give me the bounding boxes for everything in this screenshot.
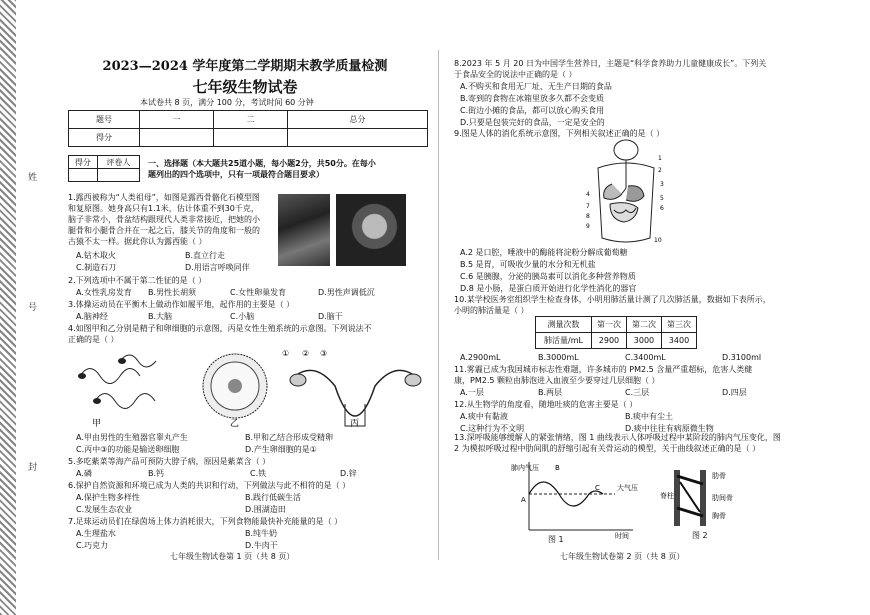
q13-fig2-caption: 图 2: [692, 531, 708, 540]
q2-option-a[interactable]: A.女性乳房发育: [76, 288, 132, 297]
q6-stem: 6.保护自然资源和环境已成为人类的共识和行动，下列做法与此不相符的是（ ）: [68, 481, 351, 490]
q9-label: 6: [660, 205, 664, 212]
score-table-cell: 二: [214, 111, 288, 129]
q4-option-c[interactable]: C.丙中③的功能是输送卵细胞: [76, 445, 180, 454]
q10-option-a[interactable]: A.2900mL: [460, 353, 501, 362]
q1-line: 古猿不太一样。据此你认为露西能（ ）: [68, 237, 207, 246]
q10-line: 小明的肺活量是（ ）: [454, 306, 529, 315]
grader-box-cell[interactable]: [97, 169, 139, 182]
q8-option-d[interactable]: D.只要是包装完好的食品，一定是安全的: [460, 118, 605, 127]
q10-option-d[interactable]: D.3100ml: [722, 353, 762, 362]
q13-fig1-xlabel: 时间: [615, 532, 629, 540]
fig-label-2: ②: [302, 349, 310, 358]
q2-option-c[interactable]: C.女性卵巢发育: [230, 288, 287, 297]
q5-option-c[interactable]: C.铁: [250, 469, 267, 478]
q9-label: 10: [654, 237, 662, 244]
q9-stem: 9.图是人体的消化系统示意图，下列相关叙述正确的是（ ）: [454, 129, 665, 138]
score-table-cell: 题号: [69, 111, 140, 129]
q11-option-b[interactable]: B.两层: [538, 388, 563, 397]
lucy-skeleton-photo: [278, 194, 330, 266]
q1-option-d[interactable]: D.用语言呼唤同伴: [185, 263, 250, 272]
q3-option-b[interactable]: B.大脑: [148, 312, 173, 321]
q9-label: 2: [658, 167, 662, 174]
q9-option-a[interactable]: A.2 是口腔，唾液中的酶能将淀粉分解成葡萄糖: [460, 248, 628, 257]
q11-line: 康，PM2.5 颗粒由肺泡进入血液至少要穿过几层细胞（ ）: [454, 376, 660, 385]
q10-line: 10.某学校医务室组织学生检查身体，小明用肺活量计测了几次肺活量，数据如下表所示，: [454, 295, 771, 304]
q9-label: 1: [658, 155, 662, 162]
page-divider: [438, 50, 439, 560]
score-table-cell[interactable]: [288, 129, 428, 147]
q13-fig1-ylabel: 肺内气压: [511, 464, 539, 472]
q12-stem: 12.从生物学的角度看，随地吐痰的危害主要是（ ）: [454, 400, 638, 409]
grader-box: [68, 155, 140, 182]
q13-fig2-label-intercostal: 肋间骨: [712, 494, 733, 502]
q8-option-c[interactable]: C.街边小摊的食品，都可以放心购买食用: [460, 106, 605, 115]
q9-label: 3: [660, 181, 664, 188]
q4-line: 正确的是（ ）: [68, 335, 119, 344]
q8-option-a[interactable]: A.不购买和食用无厂址、无生产日期的食品: [460, 82, 612, 91]
q7-stem: 7.足球运动员们在绿茵场上体力消耗很大，下列食物能最快补充能量的是（ ）: [68, 517, 343, 526]
q2-stem: 2.下列选项中不属于第二性征的是（ ）: [68, 276, 207, 285]
q5-option-d[interactable]: D.锌: [340, 469, 357, 478]
q9-label: 4: [586, 191, 590, 198]
q10-table-cell: 测量次数: [536, 317, 592, 333]
margin-label-number: 号: [28, 303, 38, 313]
q7-option-b[interactable]: B.纯牛奶: [245, 529, 278, 538]
fig-label-jia: 甲: [92, 419, 102, 429]
exam-title-line1: 2023—2024 学年度第二学期期末教学质量检测: [102, 59, 388, 74]
q5-stem: 5.多吃紫菜等海产品可预防大脖子病，原因是紫菜含（ ）: [68, 457, 271, 466]
binding-margin-pattern: [0, 0, 16, 615]
score-table-cell: 得分: [69, 129, 140, 147]
q10-lung-capacity-table: [535, 316, 697, 349]
q8-line: 8.2023 年 5 月 20 日为中国学生营养日，主题是“科学食养助力儿童健康成长”。下列关: [454, 59, 767, 68]
q1-line: 和复原图。她身高只有1.1米，估计体重不到30千克，: [68, 204, 259, 213]
fig-label-yi: 乙: [230, 419, 240, 429]
q12-option-b[interactable]: B.痰中有尘土: [625, 412, 674, 421]
q13-fig1-atm-label: 大气压: [617, 484, 638, 492]
q11-option-a[interactable]: A.一层: [460, 388, 484, 397]
q9-label: 7: [586, 203, 590, 210]
grader-box-cell[interactable]: [69, 169, 98, 182]
q7-option-a[interactable]: A.生理盐水: [76, 529, 116, 538]
margin-label-seal: 封: [28, 463, 38, 473]
q10-table-cell: 3400: [661, 333, 696, 349]
section1-heading-cont: 题列出的四个选项中，只有一项最符合题目要求）: [148, 170, 324, 179]
q9-option-d[interactable]: D.8 是小肠，是蛋白质开始进行化学性消化的器官: [460, 284, 637, 293]
q3-option-c[interactable]: C.小脑: [230, 312, 255, 321]
q10-table-cell: 2900: [591, 333, 626, 349]
footer-page2: 七年级生物试卷第 2 页（共 8 页）: [560, 552, 685, 561]
q6-option-a[interactable]: A.保护生物多样性: [76, 493, 140, 502]
exam-subtitle: 本试卷共 8 页，满分 100 分，考试时间 60 分钟: [140, 98, 314, 107]
score-table: [68, 110, 428, 147]
q13-fig2-label-sternum: 胸骨: [712, 512, 726, 520]
fig-label-1: ①: [282, 349, 290, 358]
q10-table-cell: 第一次: [591, 317, 626, 333]
q13-fig1-caption: 图 1: [548, 535, 564, 544]
q4-line: 4.如图甲和乙分别是精子和卵细胞的示意图，丙是女性生殖系统的示意图。下列说法不: [68, 324, 372, 333]
grader-box-cell: 得分: [69, 156, 98, 169]
grader-box-cell: 评卷人: [97, 156, 139, 169]
q11-line: 11.雾霾已成为我国城市标志性难题，许多城市的 PM2.5 含量严重超标，危害人类健: [454, 365, 753, 374]
q2-option-b[interactable]: B.男性长胡须: [148, 288, 197, 297]
exam-title-line2: 七年级生物试卷: [192, 78, 298, 96]
q13-fig1-point-c: C: [595, 484, 600, 492]
q13-fig2-label-spine: 脊柱: [660, 492, 674, 500]
q10-table-cell: 肺活量/mL: [536, 333, 592, 349]
q10-option-c[interactable]: C.3400mL: [625, 353, 666, 362]
q8-line: 于食品安全的说法中正确的是（ ）: [454, 70, 577, 79]
q11-option-d[interactable]: D.四层: [722, 388, 747, 397]
q3-option-d[interactable]: D.脑干: [318, 312, 343, 321]
q3-option-a[interactable]: A.脑神经: [76, 312, 108, 321]
q13-fig2-rib-model: [660, 462, 750, 532]
q13-line: 13.深呼吸能够缓解人的紧张情绪，图 1 曲线表示人体呼吸过程中某阶段的肺内气压变化，图: [454, 433, 781, 442]
q13-fig2-label-rib: 肋骨: [712, 472, 726, 480]
q12-option-c[interactable]: C.这种行为不文明: [460, 424, 525, 433]
q10-option-b[interactable]: B.3000mL: [538, 353, 579, 362]
q10-table-cell: 第三次: [661, 317, 696, 333]
q1-option-c[interactable]: C.制造石刀: [76, 263, 117, 272]
q5-option-b[interactable]: B.钙: [148, 469, 165, 478]
q12-option-d[interactable]: D.痰中往往有病原微生物: [625, 424, 714, 433]
q11-option-c[interactable]: C.三层: [625, 388, 650, 397]
footer-page1: 七年级生物试卷第 1 页（共 8 页）: [170, 552, 295, 561]
score-table-cell[interactable]: [214, 129, 288, 147]
q2-option-d[interactable]: D.男性声调低沉: [318, 288, 375, 297]
q4-reproductive-figure: [70, 346, 425, 430]
q3-stem: 3.体操运动员在平衡木上做动作如履平地，起作用的主要是（ ）: [68, 300, 295, 309]
q9-label: 5: [660, 195, 664, 202]
q13-line: 2 为模拟呼吸过程中肋间肌的舒缩引起有关骨运动的模型，关于曲线叙述正确的是（ ）: [454, 444, 761, 453]
fig-label-bing: 丙: [350, 419, 360, 429]
score-table-cell: 总分: [288, 111, 428, 129]
lucy-reconstruction-photo: [336, 194, 406, 266]
q1-line: 脑子非常小，骨盆结构跟现代人类非常接近，把她的小: [68, 215, 260, 224]
section1-heading: 一、选择题（本大题共25道小题，每小题2分，共50分。在每小: [148, 159, 376, 168]
q1-line: 1.露西被称为“人类祖母”，如图是露西骨骼化石模型图: [68, 193, 260, 202]
q13-fig1-point-b: B: [555, 464, 560, 472]
q13-fig1-point-a: A: [521, 496, 526, 504]
q6-option-d[interactable]: D.围湖造田: [245, 505, 286, 514]
q4-option-d[interactable]: D.产生卵细胞的是①: [245, 445, 317, 454]
q9-digestive-system-figure: [578, 138, 668, 246]
q9-label: 8: [586, 213, 590, 220]
q9-option-c[interactable]: C.6 是胰腺，分泌的胰岛素可以消化多种营养物质: [460, 272, 636, 281]
q10-table-cell: 3000: [626, 333, 661, 349]
q1-option-b[interactable]: B.直立行走: [185, 251, 226, 260]
margin-label-name: 姓: [28, 173, 38, 183]
q4-option-a[interactable]: A.甲由男性的生殖器官睾丸产生: [76, 433, 188, 442]
q6-option-c[interactable]: C.发展生态农业: [76, 505, 133, 514]
q1-line: 腿骨和小腿骨合并在一起之后，膝关节的角度和一般的: [68, 226, 260, 235]
q13-fig1-pressure-curve: [505, 458, 645, 542]
q4-option-b[interactable]: B.甲和乙结合形成受精卵: [245, 433, 334, 442]
q5-option-a[interactable]: A.磷: [76, 469, 92, 478]
q8-option-b[interactable]: B.寄到的食物在冰箱里放多久都不会变质: [460, 94, 605, 103]
fig-label-3: ③: [320, 349, 328, 358]
q9-option-b[interactable]: B.5 是胃，可吸收少量的水分和无机盐: [460, 260, 596, 269]
q7-option-c[interactable]: C.巧克力: [76, 541, 109, 550]
q6-option-b[interactable]: B.践行低碳生活: [245, 493, 302, 502]
q10-table-cell: 第二次: [626, 317, 661, 333]
q1-option-a[interactable]: A.钻木取火: [76, 251, 116, 260]
score-table-cell[interactable]: [140, 129, 214, 147]
q9-label: 9: [586, 223, 590, 230]
q7-option-d[interactable]: D.牛肉干: [245, 541, 278, 550]
score-table-cell: 一: [140, 111, 214, 129]
q12-option-a[interactable]: A.痰中有黏液: [460, 412, 508, 421]
